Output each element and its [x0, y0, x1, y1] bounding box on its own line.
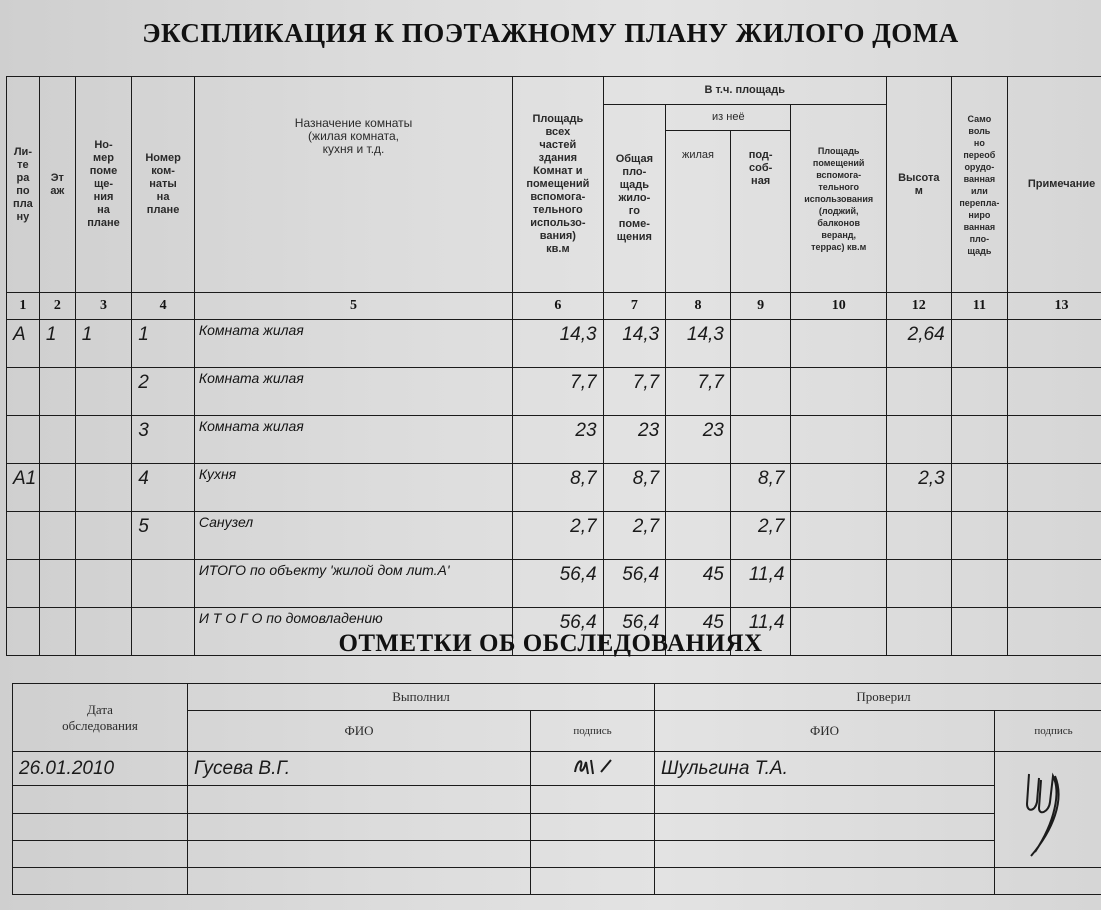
survey-checked-signature: [995, 752, 1101, 868]
row-note: [1008, 320, 1101, 368]
row-room-number: 1: [132, 320, 195, 368]
row-liter: [7, 416, 40, 464]
row-room-number: 5: [132, 512, 195, 560]
survey-header-checked-fio: ФИО: [655, 711, 995, 752]
column-number: 11: [951, 293, 1007, 320]
table-row: [7, 368, 1101, 416]
table-row: [7, 416, 1101, 464]
row-living-area: 45: [666, 560, 731, 608]
row-living-area: 14,3: [666, 320, 731, 368]
survey-performed-fio: Гусева В.Г.: [188, 752, 531, 786]
row-total-area: 2,7: [603, 512, 666, 560]
row-height: 2,64: [886, 320, 951, 368]
column-number: 2: [39, 293, 75, 320]
row-total-area: 8,7: [603, 464, 666, 512]
survey-header-checked: Проверил: [655, 684, 1101, 711]
row-total-area: 7,7: [603, 368, 666, 416]
row-aux-premises: [791, 320, 887, 368]
row-floor: [39, 512, 75, 560]
document-title: ЭКСПЛИКАЦИЯ К ПОЭТАЖНОМУ ПЛАНУ ЖИЛОГО ДОМА: [142, 18, 959, 48]
row-room-number: 2: [132, 368, 195, 416]
row-room-number: 3: [132, 416, 195, 464]
survey-header-performed-signature: подпись: [531, 711, 655, 752]
checked-signature-mark: [995, 752, 1101, 862]
header-auxiliary: под- соб- ная: [730, 131, 791, 293]
row-room-name: Комната жилая: [194, 416, 512, 464]
header-self-built: Само воль но переоб орудо- ванная или перепла- ниро ванная пло- щадь: [951, 77, 1007, 293]
row-floor: [39, 464, 75, 512]
header-room-number-plan: Но- мер поме ще- ния на плане: [75, 77, 131, 293]
row-note: [1008, 368, 1101, 416]
row-area-all: 8,7: [513, 464, 603, 512]
column-number: 3: [75, 293, 131, 320]
row-aux-area: 11,4: [730, 560, 791, 608]
row-self-built: [951, 416, 1007, 464]
column-number: 7: [603, 293, 666, 320]
survey-blank-row: [13, 868, 1101, 895]
row-liter: [7, 512, 40, 560]
header-aux-premises: Площадь помещений вспомога- тельного использования (лоджий, балконов веранд, террас) кв.м: [791, 105, 887, 293]
row-aux-area: [730, 320, 791, 368]
row-aux-premises: [791, 464, 887, 512]
row-living-area: [666, 464, 731, 512]
row-area-all: 14,3: [513, 320, 603, 368]
row-room-number: [132, 560, 195, 608]
column-number: 6: [513, 293, 603, 320]
header-area-all: Площадь всех частей здания Комнат и помещений вспомога- тельного использо- вания) кв.м: [513, 77, 603, 293]
column-numbers-row: [7, 293, 1101, 320]
row-floor: [39, 416, 75, 464]
row-aux-area: 11,4: [730, 608, 791, 656]
survey-blank-row: [13, 813, 1101, 840]
header-floor: Эт аж: [39, 77, 75, 293]
header-room-number: Номер ком- наты на плане: [132, 77, 195, 293]
row-liter: А: [7, 320, 40, 368]
explication-table: [6, 76, 1101, 656]
row-aux-premises: [791, 416, 887, 464]
row-area-all: 2,7: [513, 512, 603, 560]
row-room-name: Комната жилая: [194, 320, 512, 368]
table-row: [7, 464, 1101, 512]
row-room-name: Санузел: [194, 512, 512, 560]
row-note: [1008, 464, 1101, 512]
row-total-area: 23: [603, 416, 666, 464]
column-number: 8: [666, 293, 731, 320]
row-aux-area: 8,7: [730, 464, 791, 512]
survey-header-performed-fio: ФИО: [188, 711, 531, 752]
column-number: 4: [132, 293, 195, 320]
row-room-plan-number: [75, 416, 131, 464]
row-total-area: 56,4: [603, 560, 666, 608]
row-total-area: 14,3: [603, 320, 666, 368]
row-note: [1008, 560, 1101, 608]
row-liter: [7, 560, 40, 608]
row-height: [886, 560, 951, 608]
survey-table: [12, 683, 1101, 895]
row-aux-premises: [791, 560, 887, 608]
column-number: 10: [791, 293, 887, 320]
row-height: [886, 368, 951, 416]
row-self-built: [951, 512, 1007, 560]
performed-signature-mark: [553, 752, 633, 780]
row-area-all: 56,4: [513, 560, 603, 608]
survey-performed-signature: [531, 752, 655, 786]
row-room-name: ИТОГО по объекту 'жилой дом лит.А': [194, 560, 512, 608]
header-height: Высота м: [886, 77, 951, 293]
row-room-number: 4: [132, 464, 195, 512]
row-total-area: 56,4: [603, 608, 666, 656]
row-floor: [39, 368, 75, 416]
row-living-area: 45: [666, 608, 731, 656]
row-floor: 1: [39, 320, 75, 368]
row-self-built: [951, 320, 1007, 368]
row-liter: А1: [7, 464, 40, 512]
table-row: [7, 560, 1101, 608]
column-number: 9: [730, 293, 791, 320]
row-note: [1008, 512, 1101, 560]
table-row: [7, 512, 1101, 560]
row-living-area: 7,7: [666, 368, 731, 416]
header-note: Примечание: [1008, 77, 1101, 293]
row-room-plan-number: 1: [75, 320, 131, 368]
row-living-area: [666, 512, 731, 560]
row-aux-area: [730, 416, 791, 464]
row-height: [886, 416, 951, 464]
survey-title: ОТМЕТКИ ОБ ОБСЛЕДОВАНИЯХ: [338, 630, 763, 657]
row-aux-premises: [791, 512, 887, 560]
header-of-it: из неё: [666, 105, 791, 131]
row-aux-area: 2,7: [730, 512, 791, 560]
survey-entry-row: [13, 752, 1101, 786]
column-number: 1: [7, 293, 40, 320]
column-number: 13: [1008, 293, 1101, 320]
row-area-all: 56,4: [513, 608, 603, 656]
row-room-name: И Т О Г О по домовладению: [194, 608, 512, 656]
survey-date: 26.01.2010: [13, 752, 188, 786]
column-number: 5: [194, 293, 512, 320]
row-room-plan-number: [75, 464, 131, 512]
row-room-plan-number: [75, 560, 131, 608]
row-room-name: Кухня: [194, 464, 512, 512]
row-room-plan-number: [75, 512, 131, 560]
survey-blank-row: [13, 840, 1101, 867]
row-self-built: [951, 560, 1007, 608]
row-aux-premises: [791, 368, 887, 416]
survey-header-date: Дата обследования: [13, 684, 188, 752]
row-height: [886, 512, 951, 560]
row-aux-area: [730, 368, 791, 416]
row-living-area: 23: [666, 416, 731, 464]
row-room-plan-number: [75, 368, 131, 416]
survey-header-checked-signature: подпись: [995, 711, 1101, 752]
row-area-all: 23: [513, 416, 603, 464]
row-note: [1008, 416, 1101, 464]
row-height: 2,3: [886, 464, 951, 512]
column-number: 12: [886, 293, 951, 320]
row-area-all: 7,7: [513, 368, 603, 416]
header-total-living: Общая пло- щадь жило- го поме- щения: [603, 105, 666, 293]
survey-blank-row: [13, 786, 1101, 813]
table-row: [7, 320, 1101, 368]
survey-checked-fio: Шульгина Т.А.: [655, 752, 995, 786]
header-liter: Ли- те ра по пла ну: [7, 77, 40, 293]
header-including-area: В т.ч. площадь: [603, 77, 886, 105]
header-living: жилая: [666, 131, 731, 293]
row-room-name: Комната жилая: [194, 368, 512, 416]
row-self-built: [951, 464, 1007, 512]
row-floor: [39, 560, 75, 608]
row-liter: [7, 368, 40, 416]
survey-header-performed: Выполнил: [188, 684, 655, 711]
header-purpose: Назначение комнаты (жилая комната, кухня и т.д.: [194, 77, 512, 293]
room-rows: [7, 320, 1101, 656]
row-self-built: [951, 368, 1007, 416]
